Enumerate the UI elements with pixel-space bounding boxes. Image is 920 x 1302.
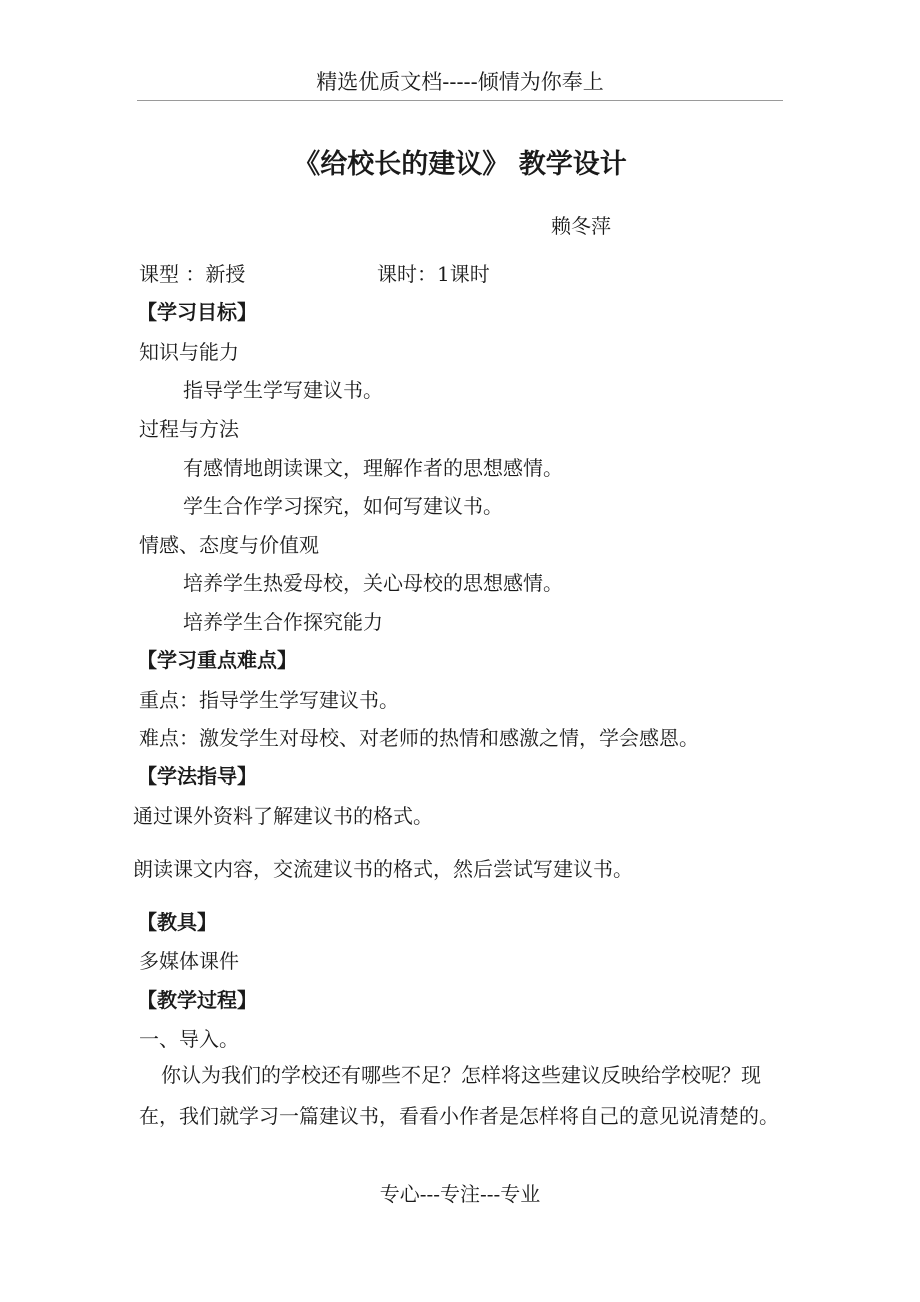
process-paragraph: 你认为我们的学校还有哪些不足？怎样将这些建议反映给学校呢？现在，我们就学习一篇建议书，看看小作者是怎样将自己的意见说清楚的。 [139, 1063, 779, 1128]
tools-line-1: 多媒体课件 [139, 949, 239, 973]
heading-key-points: 【学习重点难点】 [137, 648, 297, 672]
method-line-2: 朗读课文内容，交流建议书的格式，然后尝试写建议书。 [133, 857, 633, 881]
label-emotion: 情感、态度与价值观 [139, 533, 319, 557]
difficult-point: 难点：激发学生对母校、对老师的热情和感激之情，学会感恩。 [139, 726, 699, 750]
header-divider [137, 100, 783, 101]
heading-objectives: 【学习目标】 [137, 300, 257, 324]
objective-emotion-2: 培养学生合作探究能力 [183, 610, 383, 634]
objective-emotion-1: 培养学生热爱母校，关心母校的思想感情。 [183, 571, 563, 595]
heading-process: 【教学过程】 [137, 988, 257, 1012]
page-footer: 专心---专注---专业 [379, 1182, 541, 1206]
page-header: 精选优质文档-----倾情为你奉上 [316, 70, 604, 94]
objective-knowledge-1: 指导学生学写建议书。 [183, 378, 383, 402]
label-process: 过程与方法 [139, 417, 239, 441]
objective-process-2: 学生合作学习探究，如何写建议书。 [183, 494, 503, 518]
process-step-1: 一、导入。 [139, 1027, 239, 1051]
author-name: 赖冬萍 [551, 214, 611, 238]
document-title: 《给校长的建议》 教学设计 [293, 149, 627, 180]
lesson-type: 课型 ：新授 [139, 262, 246, 286]
label-knowledge: 知识与能力 [139, 340, 239, 364]
lesson-hours: 课时：1课时 [377, 262, 490, 286]
objective-process-1: 有感情地朗读课文，理解作者的思想感情。 [183, 456, 563, 480]
method-line-1: 通过课外资料了解建议书的格式。 [133, 804, 433, 828]
heading-method: 【学法指导】 [137, 764, 257, 788]
key-point: 重点：指导学生学写建议书。 [139, 688, 399, 712]
heading-tools: 【教具】 [137, 910, 217, 934]
